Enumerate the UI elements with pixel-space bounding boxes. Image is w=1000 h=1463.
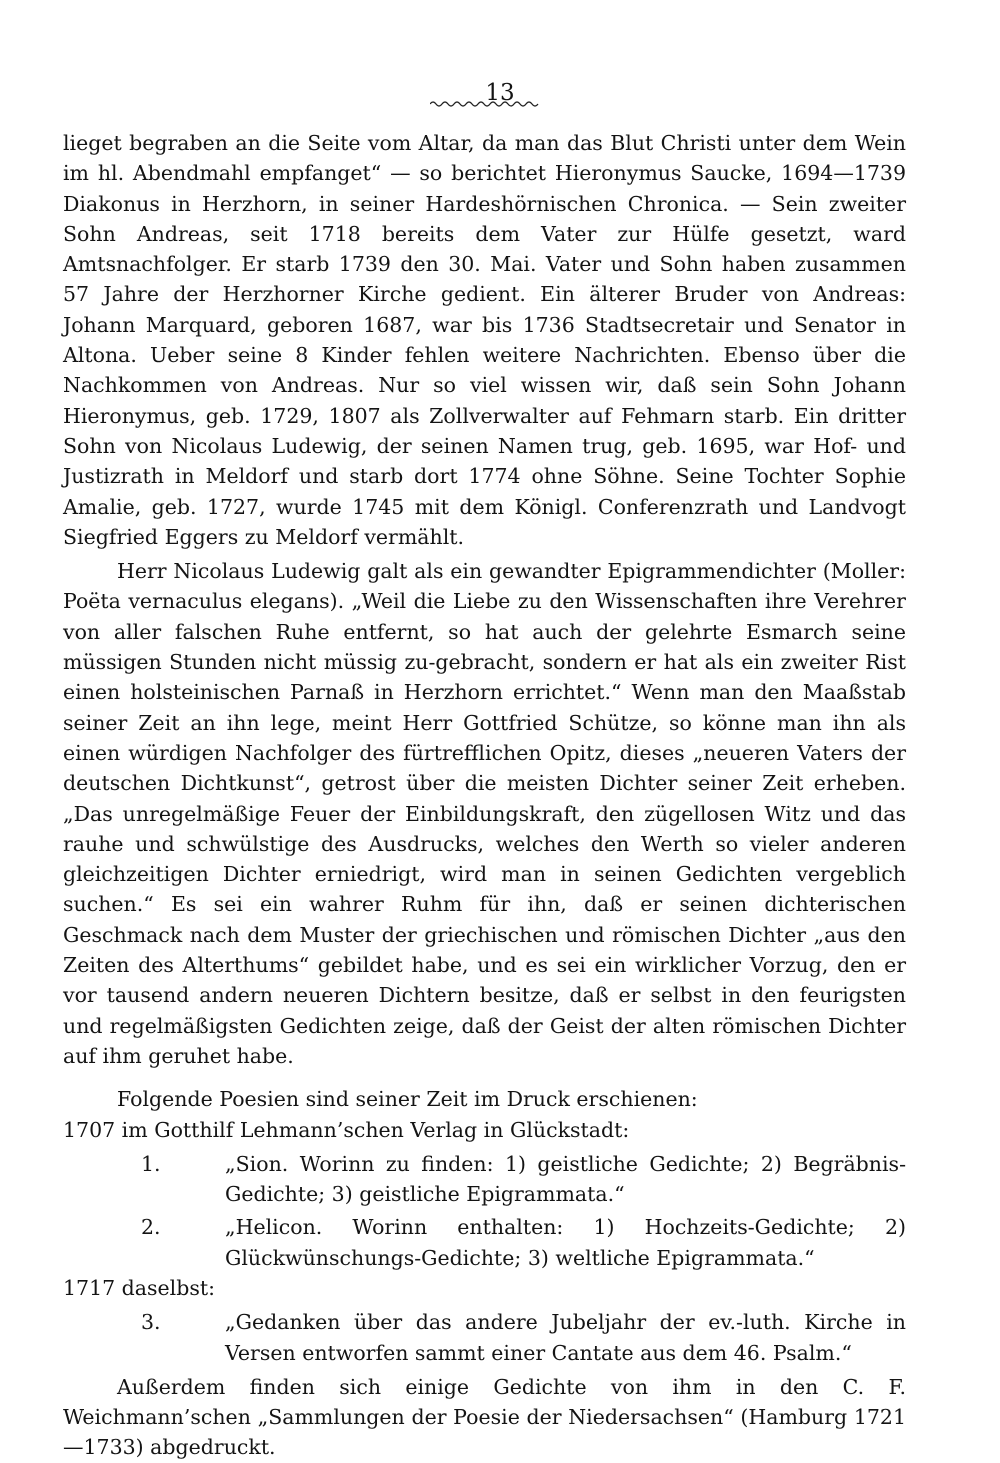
- wavy-rule-ornament: [430, 99, 540, 109]
- paragraph: lieget begraben an die Seite vom Altar, da man das Blut Christi unter dem Wein im hl. Abendmahl empfanget“ — so berichtet Hieronymus Saucke, 1694—1739 Diakonus in Herzhorn, in seiner Hardeshörnischen Chronica. — Sein zweiter Sohn Andreas, seit 1718 bereits dem Vater zur Hülfe gesetzt, ward Amtsnachfolger. Er starb 1739 den 30. Mai. Vater und Sohn haben zusammen 57 Jahre der Herzhorner Kirche gedient. Ein älterer Bruder von Andreas: Johann Marquard, geboren 1687, war bis 1736 Stadtsecretair und Senator in Altona. Ueber seine 8 Kinder fehlen weitere Nachrichten. Ebenso über die Nachkommen von Andreas. Nur so viel wissen wir, daß sein Sohn Johann Hieronymus, geb. 1729, 1807 als Zollverwalter auf Fehmarn starb. Ein dritter Sohn von Nicolaus Ludewig, der seinen Namen trug, geb. 1695, war Hof- und Justizrath in Meldorf und starb dort 1774 ohne Söhne. Seine Tochter Sophie Amalie, geb. 1727, wurde 1745 mit dem Königl. Conferenzrath und Landvogt Siegfried Eggers zu Meldorf vermählt.: [63, 131, 906, 549]
- list-item-number: 1.: [141, 1151, 161, 1176]
- list-item-number: 3.: [141, 1310, 161, 1335]
- paragraph: Folgende Poesien sind seiner Zeit im Druck erschienen:: [117, 1087, 698, 1112]
- paragraph: Außerdem finden sich einige Gedichte von ihm in den C. F. Weichmann’schen „Sammlungen der Poesie der Niedersachsen“ (Hamburg 1721—1733) abgedruckt.: [63, 1374, 906, 1460]
- list-item: [63, 1149, 906, 1210]
- page-number: 13: [485, 80, 515, 106]
- list-item-number: 2.: [141, 1215, 161, 1240]
- body-text: [63, 128, 906, 1463]
- list-item-text: „Sion. Worinn zu finden: 1) geistliche Gedichte; 2) Begräbnis-Gedichte; 3) geistliche Epigrammata.“: [225, 1151, 906, 1207]
- list-intro: 1717 daselbst:: [63, 1275, 216, 1300]
- list-item-text: „Helicon. Worinn enthalten: 1) Hochzeits-Gedichte; 2) Glückwünschungs-Gedichte; 3) weltliche Epigrammata.“: [225, 1215, 906, 1270]
- list-item-text: „Gedanken über das andere Jubeljahr der ev.-luth. Kirche in Versen entworfen sammt einer Cantate aus dem 46. Psalm.“: [225, 1310, 906, 1365]
- list-intro: 1707 im Gotthilf Lehmann’schen Verlag in Glückstadt:: [63, 1117, 630, 1142]
- list-item: [63, 1307, 906, 1368]
- list-item: [63, 1212, 906, 1273]
- paragraph: Herr Nicolaus Ludewig galt als ein gewandter Epigrammendichter (Moller: Poëta vernaculus elegans). „Weil die Liebe zu den Wissenschaften ihre Verehrer von aller falschen Ruhe entfernt, so hat auch der gelehrte Esmarch seine müssigen Stunden nicht müssig zu-gebracht, sondern er hat als ein zweiter Rist einen holsteinischen Parnaß in Herzhorn errichtet.“ Wenn man den Maaßstab seiner Zeit an ihn lege, meint Herr Gottfried Schütze, so könne man ihn als einen würdigen Nachfolger des fürtrefflichen Opitz, dieses „neueren Vaters der deutschen Dichtkunst“, getrost über die meisten Dichter seiner Zeit erheben. „Das unregelmäßige Feuer der Einbildungskraft, den zügellosen Witz und das rauhe und schwülstige des Ausdrucks, welches den Werth so vieler anderen gleichzeitigen Dichter erniedrigt, wird man in seinen Gedichten vergeblich suchen.“ Es sei ein wahrer Ruhm für ihn, daß er seinen dichterischen Geschmack nach dem Muster der griechischen und römischen Dichter „aus den Zeiten des Alterthums“ gebildet habe, und es sei ein wirklicher Vorzug, den er vor tausend andern neueren Dichtern besitze, daß er selbst in den feurigsten und regelmäßigsten Gedichten zeige, daß der Geist der alten römischen Dichter auf ihm geruhet habe.: [63, 559, 906, 1068]
